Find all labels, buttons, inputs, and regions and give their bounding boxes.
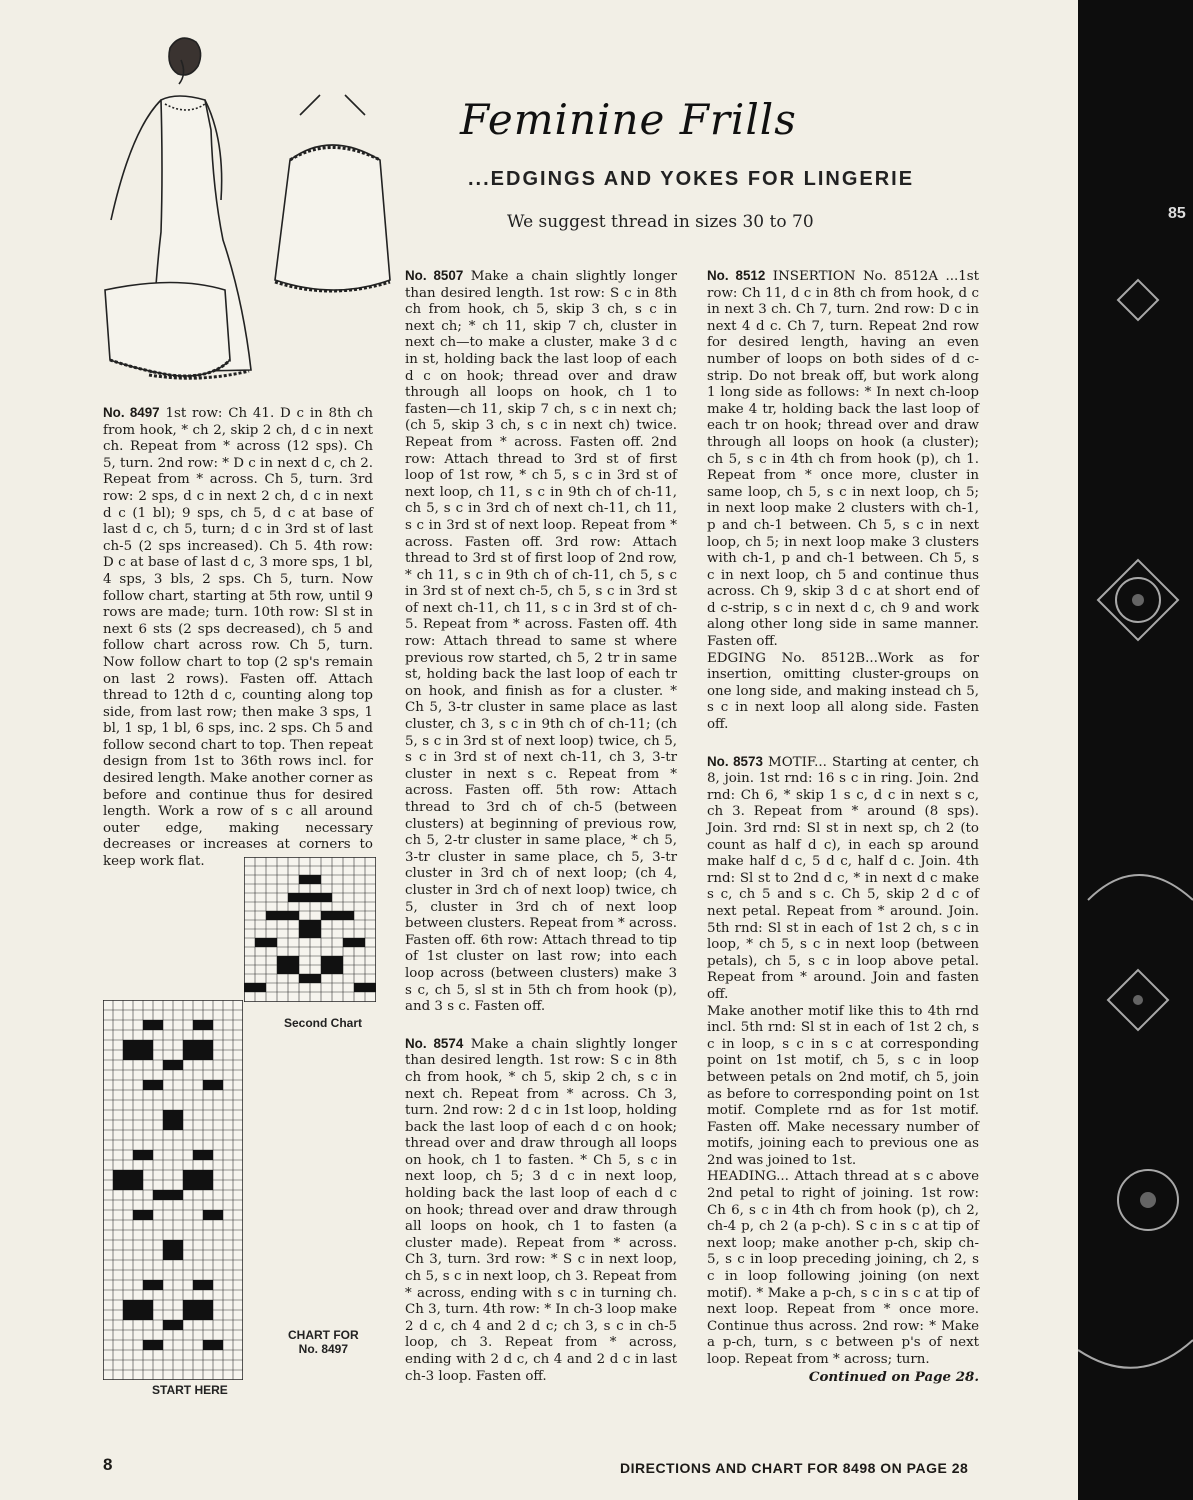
pattern-heading: [707, 1169, 979, 1368]
pattern-number: No. 8507: [405, 268, 464, 283]
pattern-text: Make a chain slightly longer than desired length. 1st row: S c in 8th ch from hook, ch 5, skip 3 ch, s c in next ch; * ch 11, skip 7 ch, cluster in next ch—to make a cluster, make 3 d c in st, holding back the last loop of each d c on hook; thread over and draw through all loops on hook, ch 1 to fasten—ch 11, skip 7 ch, s c in next ch; (ch 5, skip 3 ch, s c in next ch) twice. Repeat from * across. Fasten off. 2nd row: Attach thread to 3rd st of first loop of 1st row, * ch 5, s c in 3rd st of next loop, ch 11, s c in 9th ch of ch-11, ch 5, s c in 3rd ch of next ch-11, ch 11, s c in 3rd st of next loop. Repeat from * across. Fasten off. 3rd row: Attach thread to 3rd st of first loop of 2nd row, * ch 11, s c in 9th ch of ch-11, ch 5, s c in 3rd st of next ch-5, ch 5, s c in 3rd st of next ch-11, ch 11, s c in 3rd st of ch-5. Repeat from * across. Fasten off. 4th row: Attach thread to same st where previous row started, ch 5, 2 tr in same st, holding back the last loop of each tr on hook, and finish as for a cluster. * Ch 5, 3-tr cluster in same place as last cluster, ch 3, s c in 9th ch of ch-11; (ch 5, s c in 3rd st of next loop) twice, ch 5, s c in 3rd st of next ch-11, ch 3, 3-tr cluster in next s c. Repeat from * across. Fasten off. 5th row: Attach thread to 3rd ch of ch-5 (between clusters) at beginning of previous row, ch 5, 2-tr cluster in same place, * ch 5, 3-tr cluster in same place, ch 5, 3-tr cluster in 3rd ch of next loop; (ch 4, cluster in 3rd ch of next loop) twice, ch 5, cluster in 3rd ch of next loop between clusters. Repeat from * across. Fasten off. 6th row: Attach thread to tip of 1st cluster on last row; into each loop across (between clusters) make 3 s c, ch 5, sl st in 5th ch from hook (p), and 3 s c. Fasten off.: [405, 269, 677, 1015]
pattern-8507: [405, 268, 677, 1016]
chart-number-text: No. 8497: [298, 1342, 349, 1356]
pattern-8573: [707, 754, 979, 1004]
pattern-text: INSERTION No. 8512A ...1st row: Ch 11, d c in 8th ch from hook, d c in next 3 ch. Ch 7, turn. 2nd row: D c in next 4 d c. Ch 7, turn. Repeat 2nd row for desired length, having an even number of loops on both sides of d c-strip. Do not break off, but work along 1 long side as follows: * In next ch-loop make 4 tr, holding back the last loop of each tr on hook; thread over and draw through all loops on hook (a cluster); ch 5, s c in 4th ch from hook (p), ch 1. Repeat from * once more, cluster in same loop, ch 5, s c in next loop, ch 5; in next loop make 2 clusters with ch-1, p and ch-1 between. Ch 5, s c in next loop, ch 5; in next loop make 3 clusters with ch-1, p and ch-1 between. Ch 5, s c in next loop, ch 5 and continue thus across. Ch 9, skip 3 d c at short end of d c-strip, s c in next d c, ch 9 and work along other long side in same manner. Fasten off.: [707, 269, 979, 650]
pattern-8512: [707, 268, 979, 651]
lace-photo: [1078, 0, 1193, 1500]
column-2: [405, 268, 677, 1385]
page-subtitle: ...EDGINGS AND YOKES FOR LINGERIE: [468, 168, 915, 190]
page-title: Feminine Frills: [460, 95, 797, 144]
footer-directions: DIRECTIONS AND CHART FOR 8498 ON PAGE 28: [620, 1460, 969, 1476]
pattern-text: Make a chain slightly longer than desired length. 1st row: S c in 8th ch from hook, * ch 5, skip 2 ch, s c in next ch. Repeat from * across. Ch 3, turn. 2nd row: 2 d c in 1st loop, holding back the last loop of each d c on hook; thread over and draw through all loops on hook, ch 1 to fasten. * Ch 5, s c in next loop, ch 5; 3 d c in next loop, holding back the last loop of each d c on hook; thread over and draw through all loops on hook, ch 1 to fasten (a cluster made). Repeat from * across. Ch 3, turn. 3rd row: * S c in next loop, ch 5, s c in next loop, ch 3. Repeat from * across, ending with s c in turning ch. Ch 3, turn. 4th row: * In ch-3 loop make 2 d c, ch 4 and 2 d c; ch 3, s c in ch-5 loop, ch 3. Repeat from * across, ending with 2 d c, ch 4 and 2 d c in last ch-3 loop. Fasten off.: [405, 1036, 677, 1384]
pattern-text: 1st row: Ch 41. D c in 8th ch from hook, * ch 2, skip 2 ch, d c in next ch. Repeat from * across (12 sps). Ch 5, turn. 2nd row: * D c in next d c, ch 2. Repeat from * across. Ch 5, turn. 3rd row: 2 sps, d c in next 2 ch, d c in next d c (1 bl); 9 sps, ch 5, d c at base of last d c, ch 5, turn; d c in 3rd st of last ch-5 (2 sps increased). Ch 5. 4th row: D c at base of last d c, 3 more sps, 1 bl, 4 sps, 3 bls, 2 sps. Ch 5, turn. Now follow chart, starting at 5th row, until 9 rows are made; turn. 10th row: Sl st in next 6 sts (2 sps decreased), ch 5 and follow chart across row. Ch 5, turn. Now follow chart to top (2 sp's remain on last 2 rows). Fasten off. Attach thread to 12th d c, counting along top side, from last row; then make 3 sps, 1 bl, 1 sp, 1 bl, 6 sps, inc. 2 sps. Ch 5 and follow second chart to top. Then repeat design from 1st to 36th rows incl. for desired length. Make another corner as before and continue thus for desired length. Work a row of s c all around outer edge, making necessary decreases or increases at corners to keep work flat.: [103, 406, 373, 870]
adjacent-page-number: 85: [1168, 205, 1186, 222]
lace-photo-art: [1078, 0, 1193, 1500]
start-here-label: START HERE: [152, 1383, 228, 1397]
pattern-number: No. 8512: [707, 268, 766, 283]
pattern-8497: [103, 405, 373, 871]
lingerie-illustration: [95, 20, 395, 405]
chart-for-text: CHART FOR: [288, 1328, 359, 1342]
column-3: [707, 268, 979, 1385]
pattern-text: EDGING No. 8512B...Work as for insertion, omitting cluster-groups on one long side, and making instead ch 5, s c in next loop all along side. Fasten off.: [707, 650, 979, 733]
page-number: 8: [103, 1455, 113, 1474]
pattern-8574: [405, 1036, 677, 1385]
filet-chart-second: [244, 857, 376, 1002]
pattern-text: HEADING... Attach thread at s c above 2nd petal to right of joining. 1st row: Ch 6, s c in 4th ch from hook (p), ch 2, ch-4 p, ch 2 (a p-ch). S c in s c at tip of next loop; make another p-ch, skip ch-5, s c in loop preceding joining, ch 2, s c in loop following joining (on next motif). * Make a p-ch, s c in s c at tip of next loop. Repeat from * once more. Continue thus across. 2nd row: * Make a p-ch, turn, s c between p's of next loop. Repeat from * across; turn.: [707, 1169, 979, 1367]
pattern-number: No. 8497: [103, 405, 160, 420]
filet-chart-main: [103, 1000, 243, 1380]
pattern-8573-cont: [707, 1004, 979, 1170]
pattern-text: MOTIF... Starting at center, ch 8, join. 1st rnd: 16 s c in ring. Join. 2nd rnd: Ch 6, * skip 1 s c, d c in next s c, ch 3. Repeat from * around (8 sps). Join. 3rd rnd: Sl st in next sp, ch 2 (to count as half d c), in each sp around make half d c, 5 d c, half d c. Join. 4th rnd: Sl st to 2nd d c, * in next d c make s c, ch 5 and s c. Ch 5, skip 2 d c of next petal. Repeat from * around. Join. 5th rnd: Sl st in each of 1st 2 ch, s c in loop, * ch 5, s c in next loop (between petals), ch 5, s c in loop above petal. Repeat from * around. Join and fasten off.: [707, 754, 979, 1002]
pattern-text: Make another motif like this to 4th rnd incl. 5th rnd: Sl st in each of 1st 2 ch, s c in loop, s c in s c at corresponding point on 1st motif, ch 5, s c in loop between petals on 2nd motif, ch 5, join as before to corresponding point on 1st motif. Complete rnd as for 1st motif. Fasten off. Make necessary number of motifs, joining each to previous one as 2nd was joined to 1st.: [707, 1003, 979, 1168]
pattern-8512b: [707, 651, 979, 734]
second-chart-label: Second Chart: [284, 1016, 363, 1030]
chart-for-label: [288, 1328, 359, 1356]
pattern-number: No. 8574: [405, 1035, 464, 1051]
pattern-number: No. 8573: [707, 753, 763, 769]
column-1: [103, 405, 373, 871]
continued-note: Continued on Page 28.: [808, 1368, 979, 1385]
thread-suggestion: We suggest thread in sizes 30 to 70: [507, 212, 814, 232]
